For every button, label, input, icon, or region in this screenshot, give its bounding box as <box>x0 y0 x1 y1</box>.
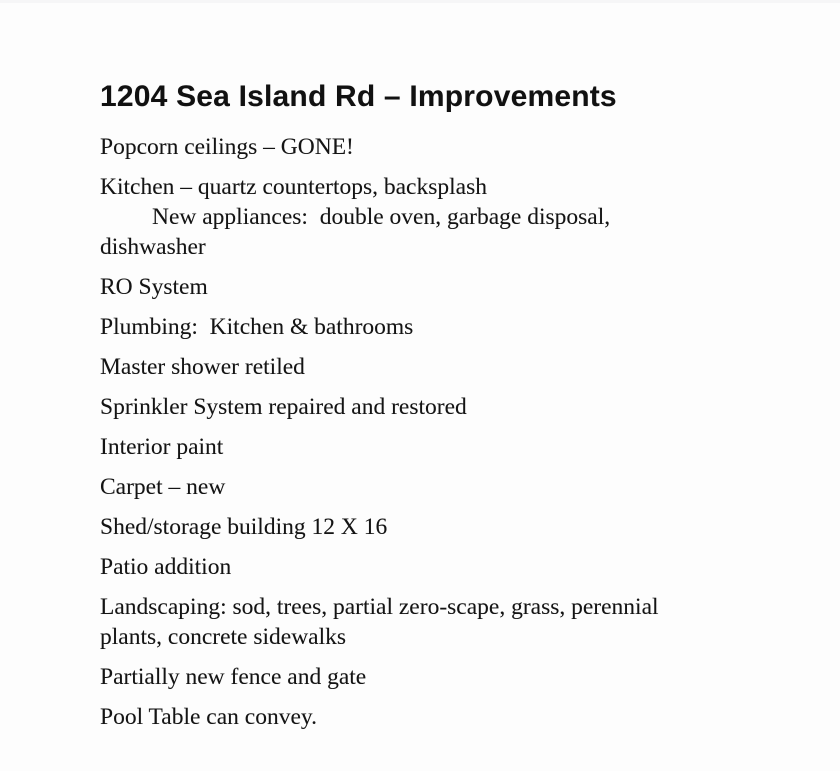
paragraph <box>100 132 780 162</box>
paragraph <box>100 312 780 342</box>
paragraph <box>100 662 780 692</box>
document-line: Pool Table can convey. <box>100 704 317 730</box>
document-line: New appliances: double oven, garbage disposal, <box>100 204 611 230</box>
paragraph <box>100 352 780 382</box>
paragraph <box>100 432 780 462</box>
document-line: Plumbing: Kitchen & bathrooms <box>100 314 414 340</box>
document-line: Partially new fence and gate <box>100 664 367 690</box>
paragraph <box>100 272 780 302</box>
document-line: Carpet – new <box>100 474 226 500</box>
document-line: Sprinkler System repaired and restored <box>100 394 467 420</box>
paragraph <box>100 472 780 502</box>
paragraph <box>100 552 780 582</box>
document-line: Kitchen – quartz countertops, backsplash <box>100 174 487 200</box>
document-line: Master shower retiled <box>100 354 305 380</box>
document-line: RO System <box>100 274 208 300</box>
paragraph <box>100 512 780 542</box>
document-line: Landscaping: sod, trees, partial zero-scape, grass, perennial <box>100 594 659 620</box>
document-line: Patio addition <box>100 554 232 580</box>
document-line: plants, concrete sidewalks <box>100 624 347 650</box>
document-line: Shed/storage building 12 X 16 <box>100 514 388 540</box>
document-line: Interior paint <box>100 434 224 460</box>
document-body <box>100 132 780 732</box>
paragraph <box>100 392 780 422</box>
paragraph <box>100 172 780 262</box>
page-title: 1204 Sea Island Rd – Improvements <box>100 80 617 113</box>
paragraph <box>100 592 780 652</box>
document-line: dishwasher <box>100 234 206 260</box>
paragraph <box>100 702 780 732</box>
document-line: Popcorn ceilings – GONE! <box>100 134 354 160</box>
